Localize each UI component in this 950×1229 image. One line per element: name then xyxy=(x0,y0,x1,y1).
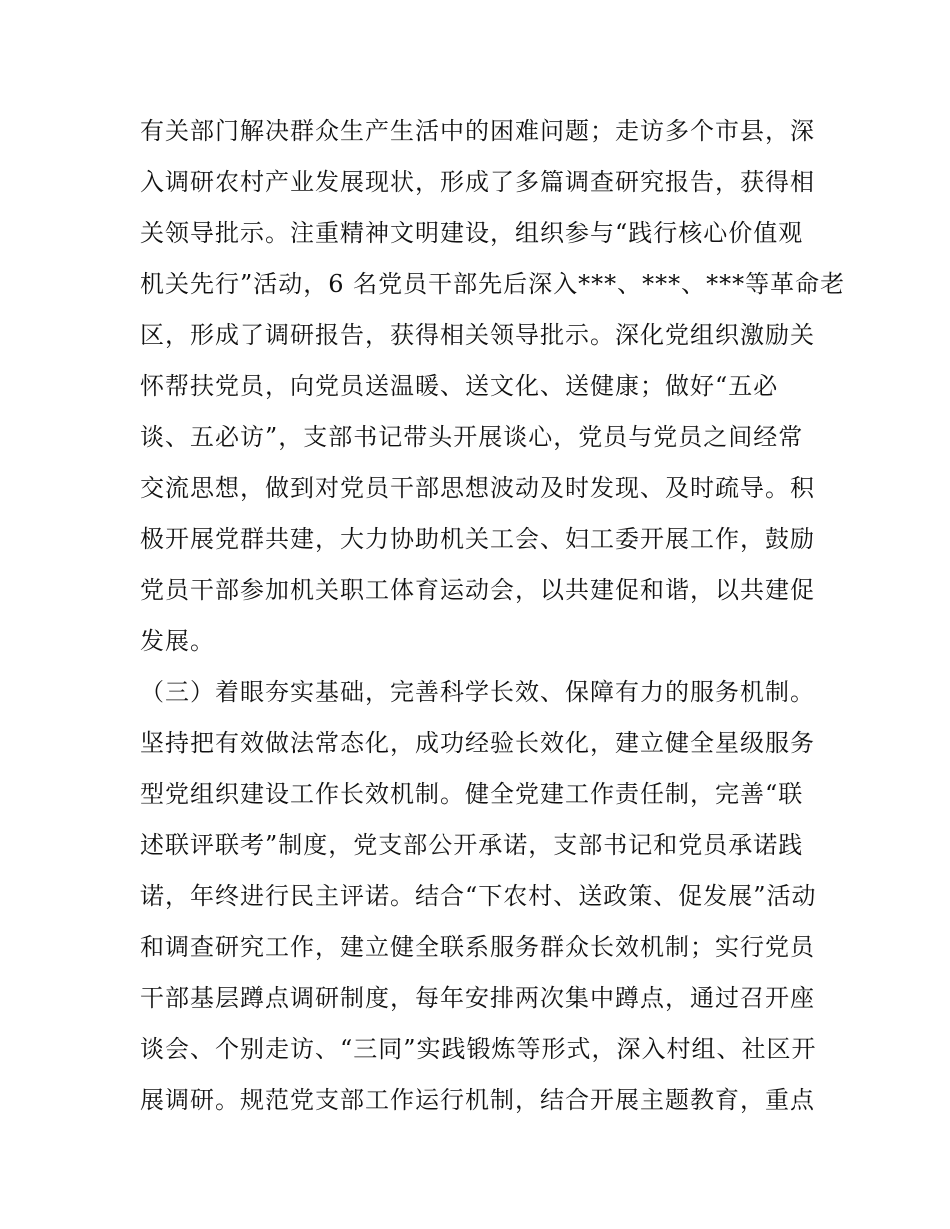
text-line: 谈、五必访”，支部书记带头开展谈心，党员与党员之间经常 xyxy=(140,423,804,451)
text-line: 入调研农村产业发展现状，形成了多篇调查研究报告，获得相 xyxy=(140,168,815,196)
text-line: 极开展党群共建，大力协助机关工会、妇工委开展工作，鼓励 xyxy=(140,525,815,553)
text-line: 展调研。规范党支部工作运行机制，结合开展主题教育，重点 xyxy=(140,1086,815,1114)
text-line: 干部基层蹲点调研制度，每年安排两次集中蹲点，通过召开座 xyxy=(140,984,815,1012)
text-line: 有关部门解决群众生产生活中的困难问题；走访多个市县，深 xyxy=(140,117,815,145)
text-line: 坚持把有效做法常态化，成功经验长效化，建立健全星级服务 xyxy=(140,729,815,757)
text-line: 区，形成了调研报告，获得相关领导批示。深化党组织激励关 xyxy=(140,321,815,349)
text-line: 怀帮扶党员，向党员送温暖、送文化、送健康；做好“五必 xyxy=(140,372,779,400)
text-line: 交流思想，做到对党员干部思想波动及时发现、及时疏导。积 xyxy=(140,474,815,502)
text-line: 机关先行”活动，6 名党员干部先后深入***、***、***等革命老 xyxy=(140,270,846,298)
section-heading-line: （三）着眼夯实基础，完善科学长效、保障有力的服务机制。 xyxy=(140,678,815,706)
text-line: 和调查研究工作，建立健全联系服务群众长效机制；实行党员 xyxy=(140,933,815,961)
text-line: 述联评联考”制度，党支部公开承诺，支部书记和党员承诺践 xyxy=(140,831,804,859)
text-line: 诺，年终进行民主评诺。结合“下农村、送政策、促发展”活动 xyxy=(140,882,817,910)
text-line: 谈会、个别走访、“三同”实践锻炼等形式，深入村组、社区开 xyxy=(140,1035,817,1063)
text-line: 关领导批示。注重精神文明建设，组织参与“践行核心价值观 xyxy=(140,219,804,247)
text-line: 型党组织建设工作长效机制。健全党建工作责任制，完善“联 xyxy=(140,780,804,808)
body-text xyxy=(140,106,846,1126)
text-line: 发展。 xyxy=(140,627,215,655)
text-line: 党员干部参加机关职工体育运动会，以共建促和谐，以共建促 xyxy=(140,576,815,604)
